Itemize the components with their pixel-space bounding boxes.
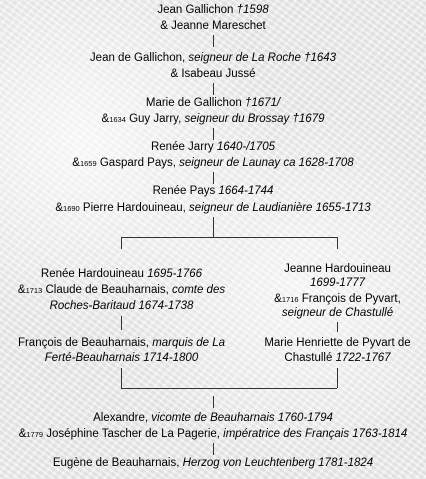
gen8-spouse: &1779 Joséphine Tascher de La Pagerie, impératrice des Français 1763-1814 <box>18 428 408 440</box>
left-spouse: &1713 Claude de Beauharnais, comte des <box>17 284 226 296</box>
gen4-spouse: &1659 Gaspard Pays, seigneur de Launay ca 1628-1708 <box>72 157 354 169</box>
gen9-person: Eugène de Beauharnais, Herzog von Leuchtenberg 1781-1824 <box>52 457 374 469</box>
left-spouse-title: Roches-Baritaud 1674-1738 <box>49 300 194 312</box>
gen2-person: Jean de Gallichon, seigneur de La Roche †1643 <box>89 52 337 64</box>
connector-line <box>213 35 214 47</box>
gen2-spouse: & Isabeau Jussé <box>170 68 256 80</box>
left-child: François de Beauharnais, marquis de La <box>17 337 226 349</box>
gen3-person: Marie de Gallichon †1671/ <box>145 97 281 109</box>
right-spouse: &1716 François de Pyvart, <box>274 293 401 305</box>
left-child-title: Ferté-Beauharnais 1714-1800 <box>44 352 199 364</box>
gen4-person: Renée Jarry 1640-/1705 <box>150 141 276 153</box>
right-spouse-title: seigneur de Chastullé <box>281 307 394 319</box>
split-line <box>121 237 337 238</box>
left-person: Renée Hardouineau 1695-1766 <box>40 268 203 280</box>
connector-line <box>337 368 338 388</box>
connector-line <box>213 217 214 237</box>
gen3-spouse: &1634 Guy Jarry, seigneur du Brossay †1679 <box>101 113 325 125</box>
right-child: Marie Henriette de Pyvart de <box>264 337 411 349</box>
connector-line <box>213 396 214 408</box>
connector-line <box>121 368 122 388</box>
gen8-person: Alexandre, vicomte de Beauharnais 1760-1794 <box>93 412 333 424</box>
connector-line <box>121 316 122 330</box>
gen1-person: Jean Gallichon †1598 <box>157 4 269 16</box>
connector-line <box>213 443 214 455</box>
right-person: Jeanne Hardouineau <box>284 263 391 275</box>
gen1-spouse: & Jeanne Mareschet <box>160 20 266 32</box>
connector-line <box>121 237 122 249</box>
join-line <box>121 388 337 389</box>
connector-line <box>213 83 214 95</box>
gen5-person: Renée Pays 1664-1744 <box>152 185 274 197</box>
right-person-dates: 1699-1777 <box>310 277 365 289</box>
gen5-spouse: &1690 Pierre Hardouineau, seigneur de Laudianière 1655-1713 <box>55 202 371 214</box>
connector-line <box>337 237 338 249</box>
connector-line <box>337 322 338 332</box>
right-child-dates: Chastullé 1722-1767 <box>284 352 391 364</box>
